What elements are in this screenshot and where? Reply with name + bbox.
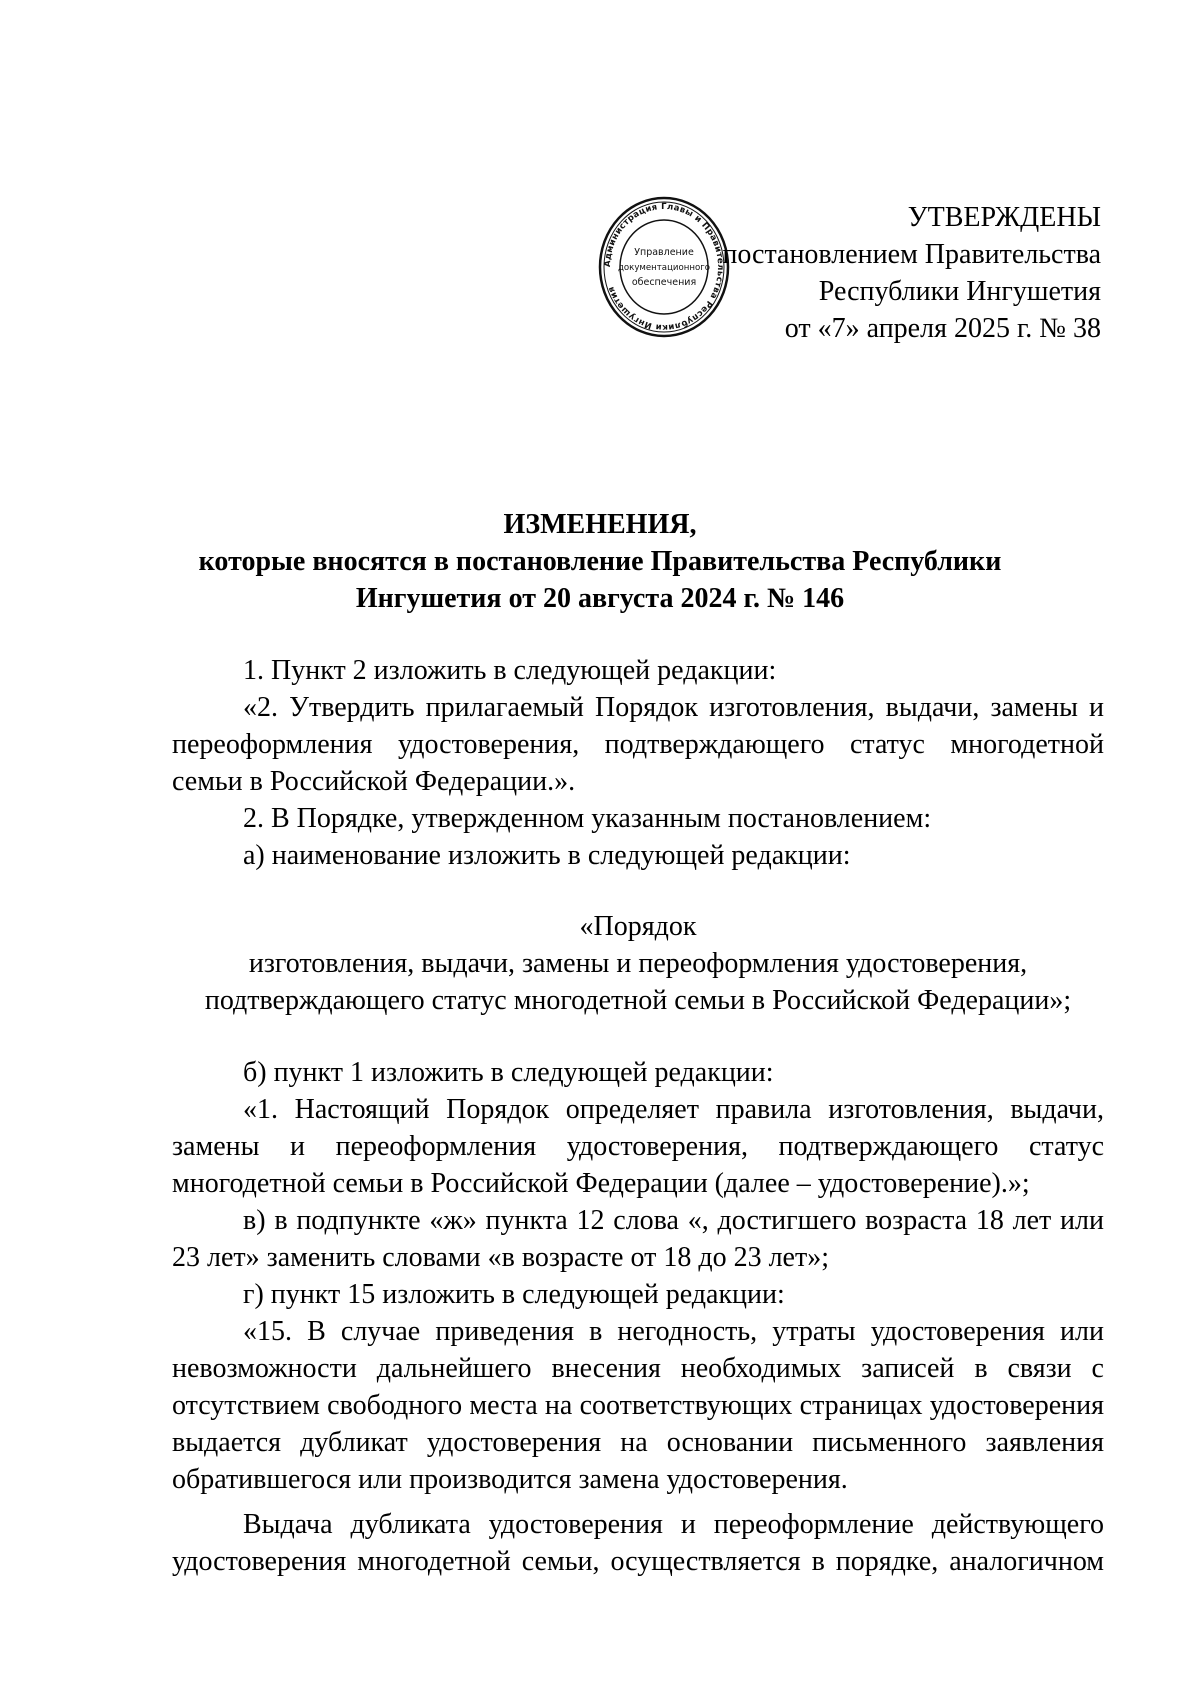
approval-line-approved: УТВЕРЖДЕНЫ: [907, 202, 1101, 233]
document-heading: [0, 506, 1200, 617]
document-body: [172, 652, 1104, 1580]
paragraph-6: «1. Настоящий Порядок определяет правила изготовления, выдачи, замены и переоформления удостоверения, подтверждающего статус многодетной семьи в Российской Федерации (далее – удостоверение).»;: [172, 1094, 1104, 1199]
approval-line-date-number: от «7» апреля 2025 г. № 38: [784, 313, 1101, 344]
paragraph-3: 2. В Порядке, утвержденном указанным постановлением:: [243, 803, 932, 834]
stamp-center-line-2: документационного: [617, 263, 711, 273]
document-title: ИЗМЕНЕНИЯ,: [503, 509, 697, 540]
stamp-center-line-1: Управление: [634, 247, 694, 258]
procedure-title-line-1: «Порядок: [579, 911, 697, 942]
paragraph-10: Выдача дубликата удостоверения и переоформление действующего удостоверения многодетной семьи, осуществляется в порядке, аналогичном: [172, 1509, 1104, 1577]
paragraph-4: а) наименование изложить в следующей редакции:: [243, 840, 851, 871]
document-subtitle-line-1: которые вносятся в постановление Правительства Республики: [198, 546, 1002, 577]
document-subtitle-line-2: Ингушетия от 20 августа 2024 г. № 146: [355, 583, 845, 614]
paragraph-5: б) пункт 1 изложить в следующей редакции:: [243, 1057, 774, 1088]
paragraph-1: 1. Пункт 2 изложить в следующей редакции:: [243, 655, 777, 686]
paragraph-8: г) пункт 15 изложить в следующей редакции:: [243, 1279, 785, 1310]
procedure-title-line-2: изготовления, выдачи, замены и переоформления удостоверения,: [248, 948, 1028, 979]
stamp-center-line-3: обеспечения: [631, 277, 697, 288]
approval-block: [722, 199, 1101, 347]
approval-line-resolution: постановлением Правительства: [722, 239, 1101, 270]
paragraph-9: «15. В случае приведения в негодность, утраты удостоверения или невозможности дальнейшего внесения необходимых записей в связи с отсутствием свободного места на соответствующих страницах удостоверения выдается дубликат удостоверения на основании письменного заявления обратившегося или производится замена удостоверения.: [172, 1316, 1104, 1495]
paragraph-2: «2. Утвердить прилагаемый Порядок изготовления, выдачи, замены и переоформления удостоверения, подтверждающего статус многодетной семьи в Российской Федерации.».: [172, 692, 1104, 797]
stamp-outer-text: Администрация Главы и Правительства Республики Ингушетия: [602, 201, 726, 333]
procedure-title-block: [172, 908, 1104, 1019]
paragraph-7: в) в подпункте «ж» пункта 12 слова «, достигшего возраста 18 лет или 23 лет» заменить словами «в возрасте от 18 до 23 лет»;: [172, 1205, 1104, 1273]
official-stamp: [597, 195, 731, 340]
procedure-title-line-3: подтверждающего статус многодетной семьи в Российской Федерации»;: [204, 985, 1072, 1016]
approval-line-republic: Республики Ингушетия: [818, 276, 1101, 307]
